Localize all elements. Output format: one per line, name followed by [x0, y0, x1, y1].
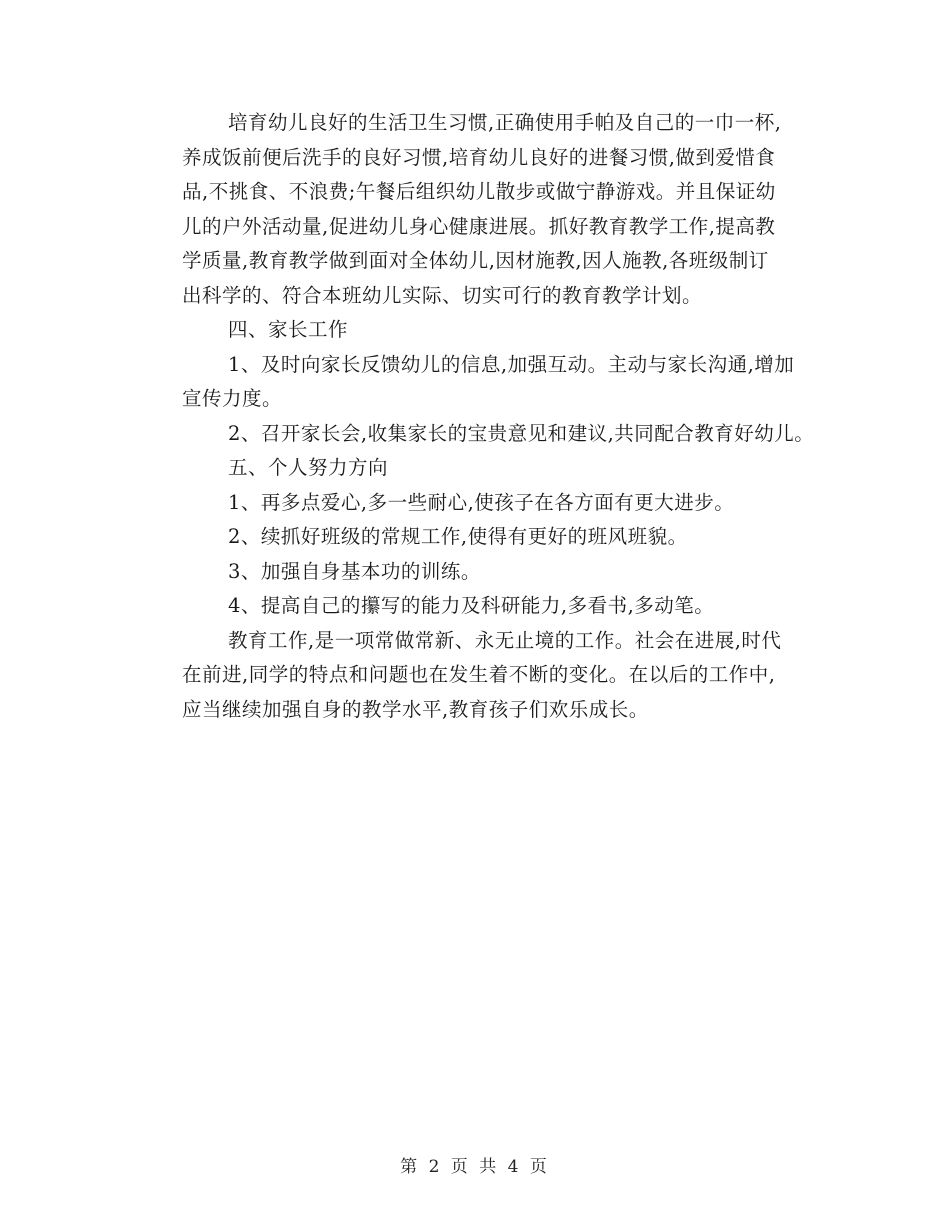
heading-text: 五、个人努力方向: [228, 456, 389, 479]
text-line: 品,不挑食、不浪费;午餐后组织幼儿散步或做宁静游戏。并且保证幼: [182, 180, 776, 203]
text-line: 2、召开家长会,收集家长的宝贵意见和建议,共同配合教育好幼儿。: [228, 421, 815, 445]
text-line: 儿的户外活动量,促进幼儿身心健康进展。抓好教育教学工作,提高教: [182, 214, 776, 238]
paragraph-personal-item-3: [143, 555, 833, 590]
text-line: 培育幼儿良好的生活卫生习惯,正确使用手帕及自己的一巾一杯,: [228, 111, 782, 134]
text-line: 应当继续加强自身的教学水平,教育孩子们欢乐成长。: [182, 697, 649, 721]
paragraph-personal-item-1: [143, 486, 833, 521]
page-number-footer: 第 2 页 共 4 页: [400, 1157, 550, 1177]
paragraph-parent-item-1: [143, 348, 833, 417]
text-line: 养成饭前便后洗手的良好习惯,培育幼儿良好的进餐习惯,做到爱惜食: [182, 145, 776, 169]
paragraph-personal-item-2: [143, 520, 833, 555]
heading-text: 四、家长工作: [228, 318, 349, 341]
text-line: 1、及时向家长反馈幼儿的信息,加强互动。主动与家长沟通,增加: [228, 352, 795, 376]
text-line: 4、提高自己的攥写的能力及科研能力,多看书,多动笔。: [228, 594, 715, 617]
section-heading-parent-work: [143, 313, 833, 348]
document-body: [143, 106, 833, 727]
text-line: 3、加强自身基本功的训练。: [228, 559, 481, 583]
section-heading-personal-direction: [143, 451, 833, 486]
paragraph-parent-item-2: [143, 417, 833, 452]
text-line: 出科学的、符合本班幼儿实际、切实可行的教育教学计划。: [182, 283, 703, 307]
text-line: 学质量,教育教学做到面对全体幼儿,因材施教,因人施教,各班级制订: [182, 249, 769, 272]
paragraph-conclusion: [143, 624, 833, 728]
text-line: 2、续抓好班级的常规工作,使得有更好的班风班貌。: [228, 525, 688, 548]
text-line: 在前进,同学的特点和问题也在发生着不断的变化。在以后的工作中,: [182, 663, 776, 686]
text-line: 教育工作,是一项常做常新、永无止境的工作。社会在进展,时代: [228, 628, 782, 652]
text-line: 宣传力度。: [182, 387, 283, 410]
paragraph-hygiene: [143, 106, 833, 313]
text-line: 1、再多点爱心,多一些耐心,使孩子在各方面有更大进步。: [228, 490, 735, 514]
paragraph-personal-item-4: [143, 589, 833, 624]
